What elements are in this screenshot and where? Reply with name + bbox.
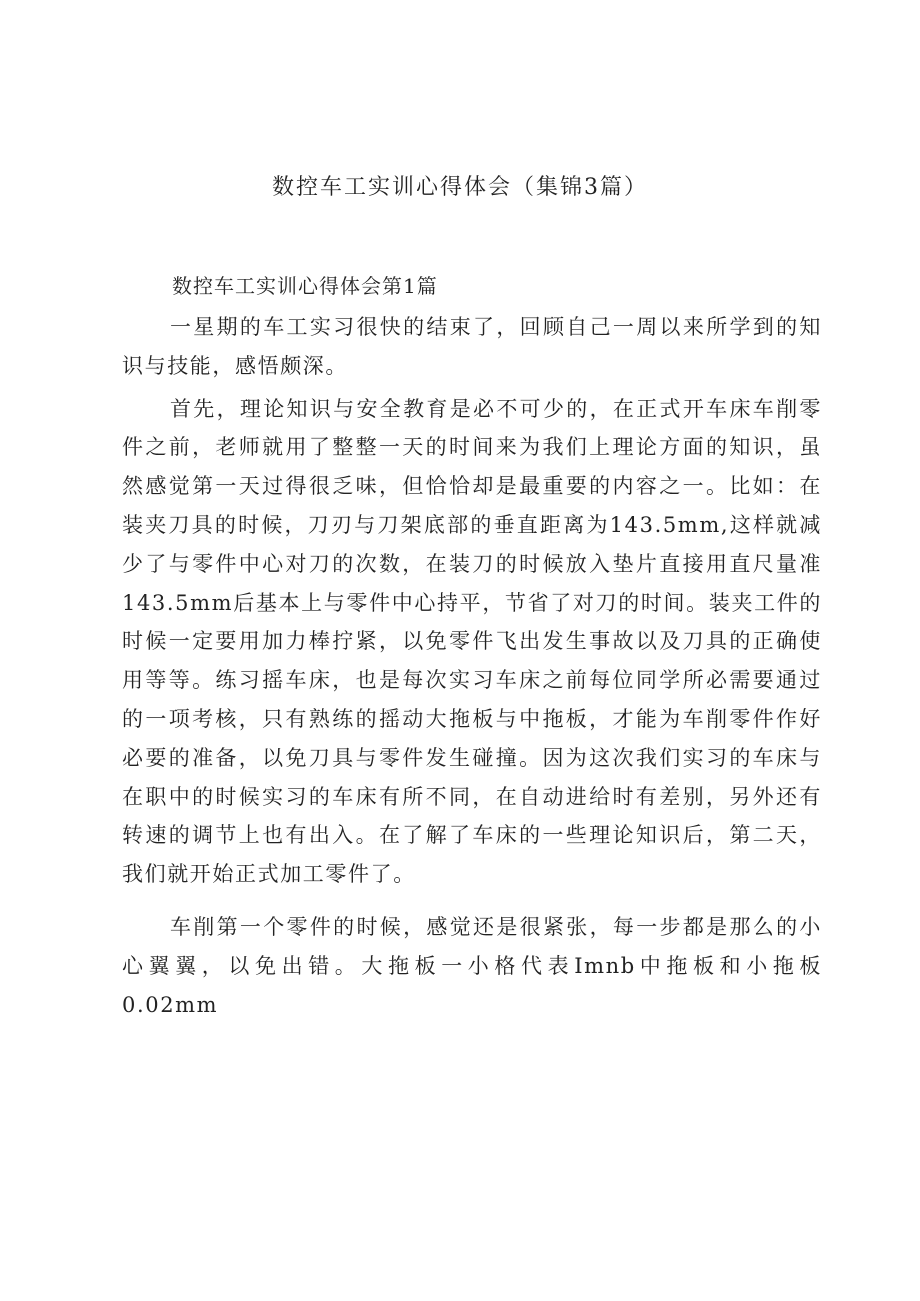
paragraph-first-part: 车削第一个零件的时候，感觉还是很紧张，每一步都是那么的小心翼翼，以免出错。大拖板一小格代表Imnb中拖板和小拖板0.02mm xyxy=(122,914,822,1017)
section-heading: 数控车工实训心得体会第1篇 xyxy=(172,274,438,298)
document-title: 数控车工实训心得体会（集锦3篇） xyxy=(272,175,648,200)
document-body xyxy=(122,270,822,1028)
paragraph-theory-safety: 首先，理论知识与安全教育是必不可少的，在正式开车床车削零件之前，老师就用了整整一天的时间来为我们上理论方面的知识，虽然感觉第一天过得很乏味，但恰恰却是最重要的内容之一。比如：在装夹刀具的时候，刀刃与刀架底部的垂直距离为143.5mm,这样就减少了与零件中心对刀的次数，在装刀的时候放入垫片直接用直尺量准143.5mm后基本上与零件中心持平，节省了对刀的时间。装夹工件的时候一定要用加力棒拧紧，以免零件飞出发生事故以及刀具的正确使用等等。练习摇车床，也是每次实习车床之前每位同学所必需要通过的一项考核，只有熟练的摇动大拖板与中拖板，才能为车削零件作好必要的准备，以免刀具与零件发生碰撞。因为这次我们实习的车床与在职中的时候实习的车床有所不同，在自动进给时有差别，另外还有转速的调节上也有出入。在了解了车床的一些理论知识后，第二天，我们就开始正式加工零件了。 xyxy=(122,396,822,887)
paragraph-intro: 一星期的车工实习很快的结束了，回顾自己一周以来所学到的知识与技能，感悟颇深。 xyxy=(122,315,822,378)
